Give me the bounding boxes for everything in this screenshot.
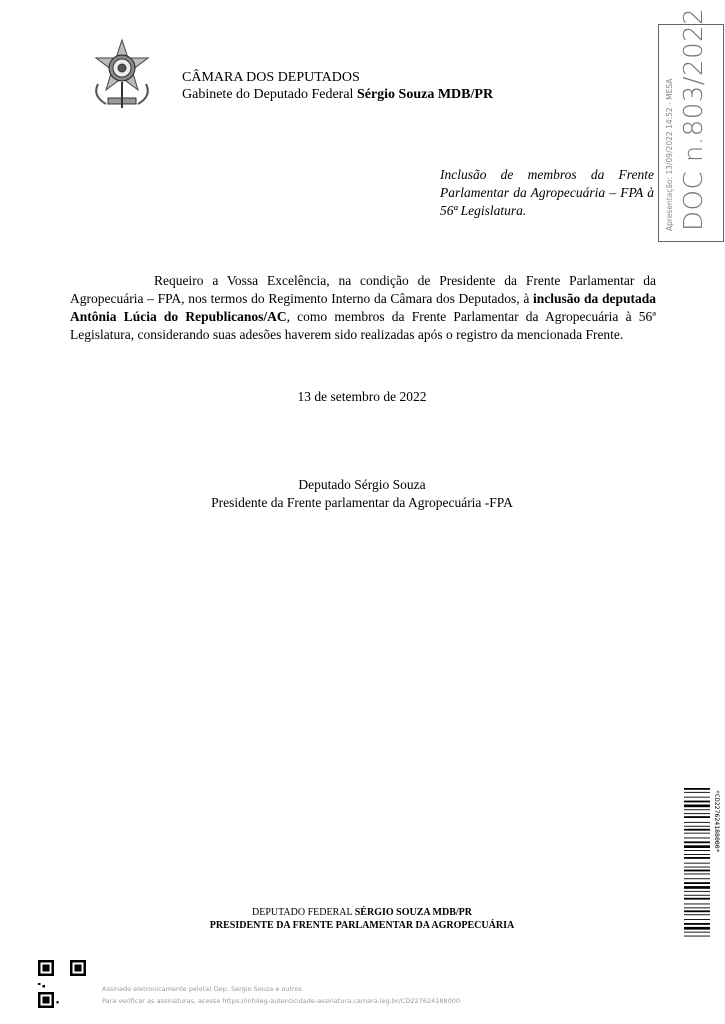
subject-summary: Inclusão de membros da Frente Parlamentar da Agropecuária – FPA à 56ª Legislatura. xyxy=(440,167,654,218)
office-line xyxy=(182,87,493,103)
footer-line-2: PRESIDENTE DA FRENTE PARLAMENTAR DA AGROPECUÁRIA xyxy=(209,920,515,931)
presentation-stamp xyxy=(658,7,724,242)
footer-name: SÉRGIO SOUZA MDB/PR xyxy=(354,907,472,918)
footer-line-1 xyxy=(0,906,724,919)
doc-number: DOC n.803/2022 xyxy=(679,7,709,231)
body-part-2: , como membros da Frente Parlamentar da Agropecuária à 56ª Legislatura, considerando suas adesões haverem sido realizadas após o registro da mencionada Frente. xyxy=(70,309,657,342)
presentation-date: Apresentação: 13/09/2022 14:52 - MESA xyxy=(665,78,674,231)
footer-prefix: DEPUTADO FEDERAL xyxy=(252,907,353,918)
coat-of-arms-icon xyxy=(88,38,156,112)
e-signature-line-2: Para verificar as assinaturas, acesse https://infoleg-autenticidade-assinatura.camara.leg.br/CD227624188000 xyxy=(102,997,461,1005)
office-prefix: Gabinete do Deputado Federal xyxy=(182,87,354,102)
institution-name: CÂMARA DOS DEPUTADOS xyxy=(182,70,360,85)
document-date: 13 de setembro de 2022 xyxy=(297,389,427,404)
signatory-role: Presidente da Frente parlamentar da Agropecuária -FPA xyxy=(211,495,513,510)
e-signature-line-1: Assinado eletronicamente pelo(a) Dep. Sergio Souza e outros xyxy=(102,985,302,993)
barcode-text: *CD227624188000* xyxy=(713,790,721,853)
qr-code-icon xyxy=(38,960,86,1008)
body-part-1: Requeiro a Vossa Excelência, na condição de Presidente da Frente Parlamentar da Agropecuária – FPA, nos termos do Regimento Interno da Câmara dos Deputados, à xyxy=(70,273,656,306)
office-name: Sérgio Souza MDB/PR xyxy=(356,87,494,102)
body-bold: inclusão da deputada Antônia Lúcia do Republicanos/AC xyxy=(70,291,656,324)
signatory-name: Deputado Sérgio Souza xyxy=(298,477,426,492)
request-paragraph xyxy=(70,272,656,344)
